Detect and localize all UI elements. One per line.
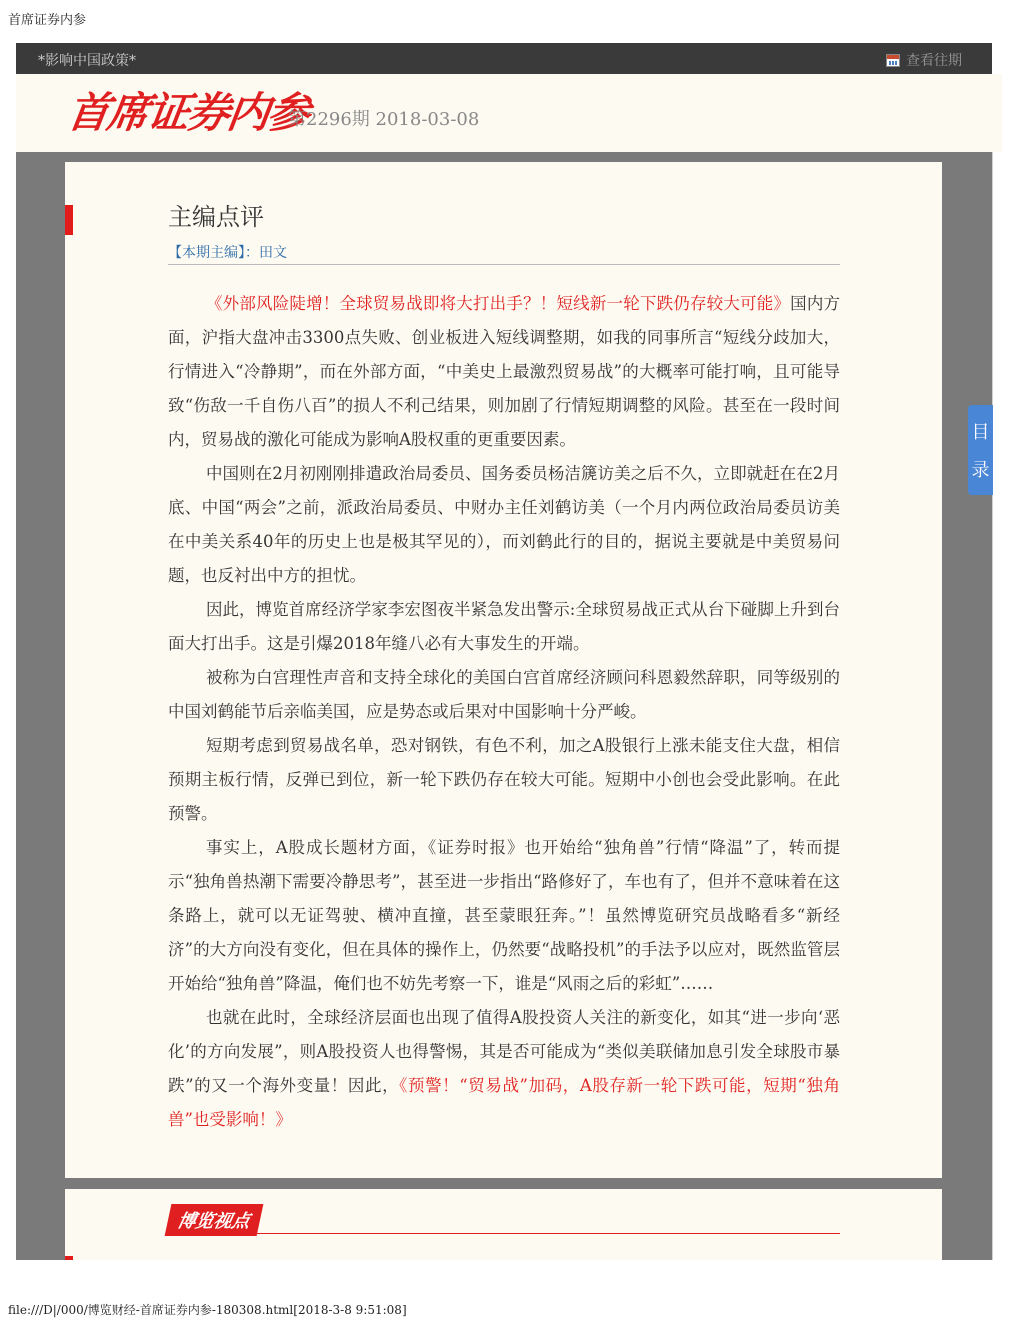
frame-edge xyxy=(992,152,1003,1260)
editor-label: 【本期主编】： xyxy=(168,245,259,261)
slogan: *影响中国政策* xyxy=(38,53,136,69)
paragraph xyxy=(168,287,840,457)
logo[interactable]: 首席证券内参 xyxy=(64,88,312,137)
section-title: 主编点评 xyxy=(168,203,264,231)
paragraph xyxy=(168,1001,840,1137)
toc-char: 录 xyxy=(971,460,990,481)
divider xyxy=(168,264,840,265)
paragraph: 短期考虑到贸易战名单，恐对钢铁，有色不利，加之A股银行上涨未能支住大盘，相信预期主板行情，反弹已到位，新一轮下跌仍存在较大可能。短期中小创也会受此影响。在此预警。 xyxy=(168,736,840,823)
toc-char: 目 xyxy=(971,422,990,443)
article-link[interactable]: 《外部风险陡增！全球贸易战即将大打出手？！短线新一轮下跌仍存较大可能》 xyxy=(205,294,791,313)
article-link[interactable]: 《预警！“贸易战”加码，A股存新一轮下跌可能，短期“独角兽”也受影响！》 xyxy=(168,1076,840,1129)
section-marker xyxy=(65,205,73,235)
editor-name[interactable]: 田文 xyxy=(259,245,287,261)
paragraph: 被称为白宫理性声音和支持全球化的美国白宫首席经济顾问科恩毅然辞职，同等级别的中国刘鹤能节后亲临美国，应是势态或后果对中国影响十分严峻。 xyxy=(168,668,840,721)
calendar-icon xyxy=(886,54,900,67)
viewpoint-rule xyxy=(168,1233,840,1234)
viewpoint-card xyxy=(65,1189,942,1260)
toc-tab[interactable] xyxy=(968,405,993,495)
issue-info: 第2296期 2018-03-08 xyxy=(288,109,480,130)
editor-comment-card xyxy=(65,162,942,1178)
paragraph-text: 国内方面，沪指大盘冲击3300点失败、创业板进入短线调整期，如我的同事所言“短线分歧加大，行情进入“冷静期”，而在外部方面，“中美史上最激烈贸易战”的大概率可能打响，且可能导致“伤敌一千自伤八百”的损人不利己结果，则加剧了行情短期调整的风险。甚至在一段时间内，贸易战的激化可能成为影响A股权重的更重要因素。 xyxy=(168,294,841,449)
editor-line xyxy=(168,242,287,262)
paragraph: 因此，博览首席经济学家李宏图夜半紧急发出警示:全球贸易战正式从台下碰脚上升到台面大打出手。这是引爆2018年缝八必有大事发生的开端。 xyxy=(168,600,840,653)
paragraph: 事实上，A股成长题材方面，《证券时报》也开始给“独角兽”行情“降温”了，转而提示“独角兽热潮下需要冷静思考”，甚至进一步指出“路修好了，车也有了，但并不意味着在这条路上，就可以无证驾驶、横冲直撞，甚至蒙眼狂奔。”！虽然博览研究员战略看多“新经济”的大方向没有变化，但在具体的操作上，仍然要“战略投机”的手法予以应对，既然监管层开始给“独角兽”降温，俺们也不妨先考察一下，谁是“风雨之后的彩虹”…… xyxy=(168,838,840,993)
view-history-link[interactable] xyxy=(886,50,962,70)
article-body xyxy=(168,287,840,1137)
paragraph: 中国则在2月初刚刚排遣政治局委员、国务委员杨洁篪访美之后不久，立即就赶在在2月底、中国“两会”之前，派政治局委员、中财办主任刘鹤访美（一个月内两位政治局委员访美在中美关系40年的历史上也是极其罕见的），而刘鹤此行的目的，据说主要就是中美贸易问题，也反衬出中方的担忧。 xyxy=(168,464,840,585)
page-footer-url: file:///D|/000/博览财经-首席证券内参-180308.html[2018-3-8 9:51:08] xyxy=(8,1303,407,1317)
browser-page-title: 首席证券内参 xyxy=(8,13,87,28)
masthead xyxy=(16,74,1002,153)
content-frame xyxy=(16,152,992,1260)
paragraph-text: 也就在此时，全球经济层面也出现了值得A股投资人关注的新变化，如其“进一步向‘恶化’的方向发展”，则A股投资人也得警惕，其是否可能成为“类似美联储加息引发全球股市暴跌”的又一个海外变量！因此， xyxy=(168,1008,840,1095)
section-marker xyxy=(65,1256,73,1260)
top-bar xyxy=(16,43,992,74)
view-history-label: 查看往期 xyxy=(906,53,962,69)
viewpoint-badge: 博览视点 xyxy=(165,1204,264,1236)
